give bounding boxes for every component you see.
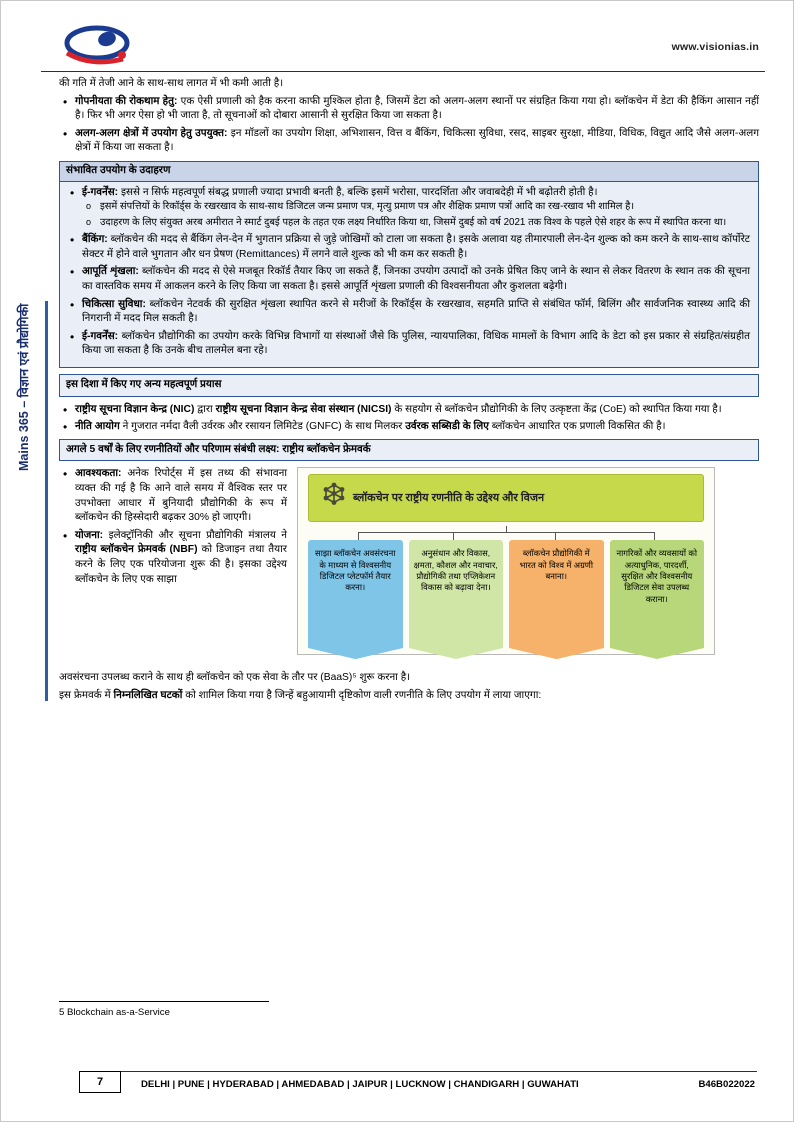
bullet-lead: चिकित्सा सुविधा:: [82, 298, 146, 310]
bullet-text: इलेक्ट्रॉनिकी और सूचना प्रौद्योगिकी मंत्रालय ने राष्ट्रीय ब्लॉकचेन फ्रेमवर्क (NBF) को डिजाइन तथा तैयार करने के लिए एक परियोजना शुरू की है। इसका उद्देश्य ब्लॉकचेन के लिए एक साझा: [75, 529, 288, 585]
list-item: [59, 420, 759, 435]
list-item: o इसमें संपत्तियों के रिकॉर्ड्स के रखरखाव के साथ-साथ डिजिटल जन्म प्रमाण पत्र, मृत्यु प्रमाण पत्र और शैक्षिक प्रमाण पत्रों आदि का रख-रखाव भी शामिल है।: [82, 200, 750, 214]
site-url: www.visionias.in: [671, 41, 759, 53]
bullet-text: ने गुजरात नर्मदा वैली उर्वरक और रसायन लिमिटेड (GNFC) के साथ मिलकर उर्वरक सब्सिडी के लिए ब्लॉकचेन आधारित एक प्रणाली विकसित की है।: [119, 421, 666, 433]
bullet-text: द्वारा राष्ट्रीय सूचना विज्ञान केन्द्र सेवा संस्थान (NICSI) के सहयोग से ब्लॉकचेन प्रौद्योगिकी के लिए उत्कृष्टता केंद्र (CoE) को स्थापित किया गया है।: [194, 403, 722, 415]
figure-card: ब्लॉकचेन प्रौद्योगिकी में भारत को विश्व में अग्रणी बनाना।: [509, 540, 604, 648]
top-bullet-list: [59, 95, 759, 156]
strategy-list: [59, 467, 287, 587]
sub-list: [82, 200, 750, 230]
figure-card: नागरिकों और व्यवसायों को अत्याधुनिक, पारदर्शी, सुरक्षित और विश्वसनीय डिजिटल सेवा उपलब्ध कराना।: [610, 540, 705, 648]
bullet-lead: ई-गवर्नेंस:: [82, 330, 119, 342]
blockchain-cube-icon: [319, 482, 349, 516]
list-item: [59, 127, 759, 156]
figure-title-banner: [308, 474, 704, 522]
side-title: Mains 365 – विज्ञान एवं प्रौद्योगिकी: [17, 303, 31, 471]
bullet-lead: योजना:: [75, 529, 104, 541]
list-item: [59, 529, 287, 587]
bullet-lead: राष्ट्रीय सूचना विज्ञान केन्द्र (NIC): [75, 403, 195, 415]
header-divider: [41, 71, 765, 72]
examples-box-body: [60, 182, 758, 367]
figure-cards: [302, 540, 710, 648]
list-item: [66, 330, 750, 359]
bullet-text: इन मॉडलों का उपयोग शिक्षा, अभिशासन, वित्त व बैंकिंग, चिकित्सा सुविधा, रसद, साइबर सुरक्षा, मीडिया, विधिक, विद्युत आदि जैसे अलग-अलग क्षेत्रों में किया जा सकता है।: [75, 127, 759, 154]
bullet-lead: ई-गवर्नेंस:: [82, 186, 119, 198]
page-header: [41, 19, 765, 71]
figure-connector: [330, 526, 682, 540]
footer-cities: DELHI | PUNE | HYDERABAD | AHMEDABAD | JAIPUR | LUCKNOW | CHANDIGARH | GUWAHATI: [141, 1078, 579, 1090]
examples-box-title: संभावित उपयोग के उदाहरण: [60, 162, 758, 182]
list-item: [66, 233, 750, 262]
after-figure-line: अवसंरचना उपलब्ध कराने के साथ ही ब्लॉकचेन को एक सेवा के तौर पर (BaaS)⁵ शुरू करना है।: [59, 672, 411, 684]
side-accent-bar: [45, 301, 48, 701]
page-footer: [59, 1071, 757, 1093]
section-title: अगले 5 वर्षों के लिए रणनीतियों और परिणाम संबंधी लक्ष्य: राष्ट्रीय ब्लॉकचेन फ्रेमवर्क: [59, 439, 759, 462]
bullet-text: ब्लॉकचेन की मदद से ऐसे मजबूत रिकॉर्ड तैयार किए जा सकते हैं, जिनका उपयोग उत्पादों को उनके प्रेषित किए जाने के स्थान से लेकर वितरण के स्थान तक की सूचना का वास्तविक समय में आकलन करने के लिए किया जा सकता है। इससे आपूर्ति शृंखला प्रणाली की विश्वसनीयता और कुशलता बढ़ेगी।: [82, 266, 750, 292]
figure-card: साझा ब्लॉकचेन अवसंरचना के माध्यम से विश्वसनीय डिजिटल प्लेटफॉर्म तैयार करना।: [308, 540, 403, 648]
footnote-divider: [59, 1001, 269, 1002]
strategy-text-column: [59, 467, 287, 590]
closing-paragraph: [59, 689, 759, 704]
efforts-box-title: इस दिशा में किए गए अन्य महत्वपूर्ण प्रयास: [59, 374, 759, 397]
bullet-text: अनेक रिपोर्ट्स में इस तथ्य की संभावना व्यक्त की गई है कि आने वाले समय में वैश्विक स्तर पर उपभोक्ता आधार में बुनियादी प्रौद्योगिकी के रूप में ब्लॉकचेन की हिस्सेदारी बढ़कर 30% हो जाएगी।: [75, 468, 287, 524]
page-number: 7: [79, 1071, 121, 1093]
footer-bar: [121, 1071, 757, 1094]
bullet-lead: गोपनीयता की रोकथाम हेतु:: [75, 95, 178, 107]
footer-code: B46B022022: [698, 1078, 755, 1090]
figure-title-text: ब्लॉकचेन पर राष्ट्रीय रणनीति के उद्देश्य और विजन: [353, 491, 545, 504]
strategy-section: [59, 467, 759, 655]
bullet-lead: आपूर्ति शृंखला:: [82, 266, 139, 278]
list-item: [59, 403, 759, 418]
bullet-text: ब्लॉकचेन प्रौद्योगिकी का उपयोग करके विभिन्न विभागों या संस्थाओं जैसे कि पुलिस, न्यायपालिका, विधिक मामलों के विभाग आदि के डेटा को इस प्रकार से संग्रहित/संग्रहीत किया जा सकता है कि उनके बीच तालमेल बना रहे।: [82, 330, 750, 357]
bullet-text: ब्लॉकचेन की मदद से बैंकिंग लेन-देन में भुगतान प्रक्रिया से जुड़े जोखिमों को टाला जा सकता है। इसके अलावा यह तीमारपाली लेन-देन शुल्क को कम करने के साथ-साथ कॉर्पोरेट सेक्टर में होने वाले भुगतान और धन प्रेषण (Remittances) में लगने वाले शुल्क को भी कम कर सकती है।: [82, 234, 750, 260]
bullet-text: इससे न सिर्फ महत्वपूर्ण संबद्ध प्रणाली ज्यादा प्रभावी बनती है, बल्कि इसमें भरोसा, पारदर्शिता और जवाबदेही में भी बढ़ोतरी होती है।: [118, 186, 598, 198]
list-item: [66, 298, 750, 327]
list-item: [66, 265, 750, 294]
examples-list: [66, 186, 750, 359]
list-item: [59, 467, 287, 525]
closing-rest: को शामिल किया गया है जिन्हें बहुआयामी दृष्टिकोण वाली रणनीति के लिए उपयोग में लाया जाएगा:: [182, 690, 542, 701]
examples-box: [59, 161, 759, 368]
bullet-lead: अलग-अलग क्षेत्रों में उपयोग हेतु उपयुक्त:: [75, 127, 228, 139]
footnote: 5 Blockchain as-a-Service: [59, 1007, 170, 1018]
bullet-lead: बैंकिंग:: [82, 234, 108, 246]
page-content: [59, 77, 759, 707]
bullet-lead: नीति आयोग: [75, 421, 120, 433]
visionias-logo: [61, 23, 141, 67]
intro-paragraph: की गति में तेजी आने के साथ-साथ लागत में भी कमी आती है।: [59, 78, 284, 89]
strategy-figure: [297, 467, 715, 655]
list-item: [59, 95, 759, 124]
bullet-lead: आवश्यकता:: [75, 468, 122, 480]
bullet-text: एक ऐसी प्रणाली को हैक करना काफी मुश्किल होता है, जिसमें डेटा को अलग-अलग स्थानों पर संग्रहित किया गया हो। ब्लॉकचेन में डेटा की हैकिंग आसान नहीं है। फिर भी अगर ऐसा हो भी जाता है, तो सूचनाओं को दोबारा आसानी से सुरक्षित किया जा सकता है।: [75, 95, 760, 122]
figure-card: अनुसंधान और विकास, क्षमता, कौशल और नवाचार, प्रौद्योगिकी तथा एप्लिकेशन विकास को बढ़ावा देना।: [409, 540, 504, 648]
closing-lead: इस फ्रेमवर्क में: [59, 690, 114, 701]
list-item: [66, 186, 750, 230]
bullet-text: ब्लॉकचेन नेटवर्क की सुरक्षित शृंखला स्थापित करने से मरीजों के रिकॉर्ड्स के रखरखाव, सहमति प्राप्ति से संबंधित फॉर्म, बिलिंग और सार्वजनिक स्वास्थ्य आदि की निगरानी में मदद मिल सकती है।: [82, 298, 750, 325]
list-item: o उदाहरण के लिए संयुक्त अरब अमीरात ने स्मार्ट दुबई पहल के तहत एक लक्ष्य निर्धारित किया था, जिसमें दुबई को वर्ष 2021 तक विश्व के पहले ऐसे शहर के रूप में स्थापित करना था।: [82, 216, 750, 230]
closing-bold: निम्नलिखित घटकों: [113, 690, 183, 701]
efforts-list: [59, 403, 759, 435]
